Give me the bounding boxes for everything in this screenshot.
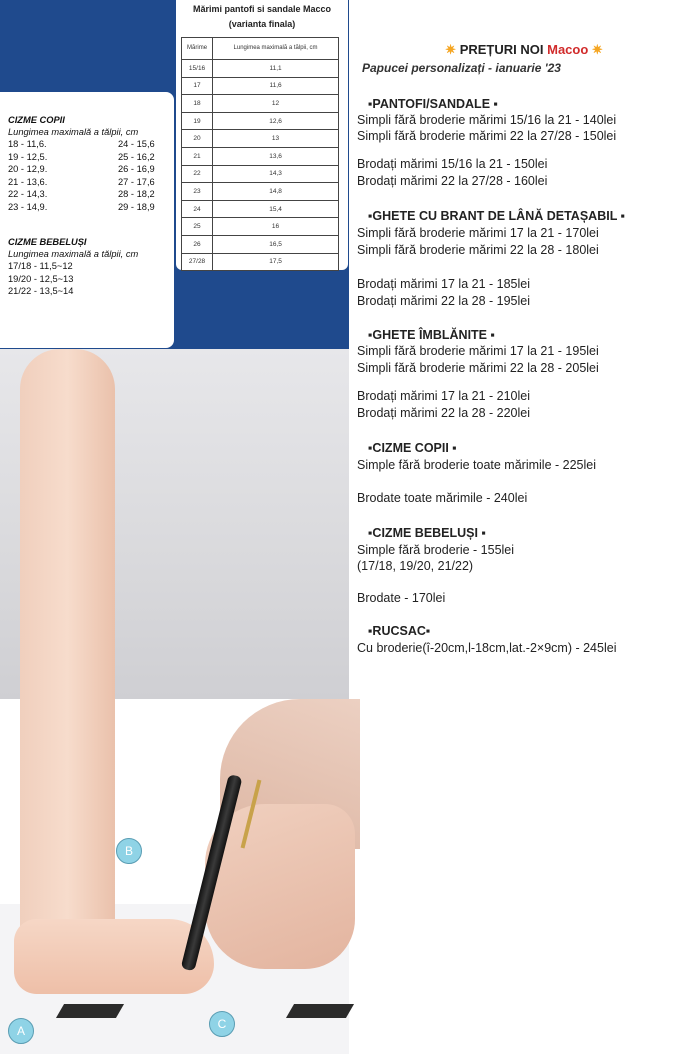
- size-cell: 17: [182, 77, 213, 95]
- kids-boots-entry: 27 - 17,6: [118, 176, 155, 187]
- size-row: [182, 147, 339, 165]
- size-row: [182, 77, 339, 95]
- card-stripe: [286, 1004, 354, 1018]
- baby-leg: [20, 349, 115, 949]
- label-c: C: [209, 1011, 235, 1037]
- size-cell: 23: [182, 183, 213, 201]
- kids-boots-entry: 21 - 13,6.: [8, 176, 48, 187]
- size-chart-title: Mărimi pantofi si sandale Macco: [192, 4, 332, 14]
- size-row: [182, 165, 339, 183]
- price-item: Brodați mărimi 17 la 21 - 210lei: [357, 389, 530, 403]
- price-item: (17/18, 19/20, 21/22): [357, 559, 474, 573]
- length-cell: 11,6: [213, 77, 339, 95]
- baby-boots-row: 17/18 - 11,5~12: [8, 261, 73, 271]
- price-title: [349, 42, 699, 58]
- price-section-heading: ▪GHETE ÎMBLĂNITE ▪: [368, 328, 495, 342]
- price-section-heading: ▪GHETE CU BRANT DE LÂNĂ DETAȘABIL ▪: [368, 209, 626, 223]
- price-item: Brodate toate mărimile - 240lei: [357, 491, 528, 505]
- label-b: B: [116, 838, 142, 864]
- label-a: A: [8, 1018, 34, 1044]
- price-item: Simpli fără broderie mărimi 22 la 28 - 205lei: [357, 361, 599, 375]
- card-stripe: [56, 1004, 124, 1018]
- price-item: Simpli fără broderie mărimi 17 la 21 - 195lei: [357, 344, 599, 358]
- kids-boots-entry: 18 - 11,6.: [8, 139, 47, 149]
- price-item: Brodați mărimi 22 la 28 - 195lei: [357, 294, 530, 308]
- price-item: Simpli fără broderie mărimi 17 la 21 - 170lei: [357, 226, 599, 240]
- size-row: [182, 60, 339, 78]
- size-cell: 19: [182, 112, 213, 130]
- size-cell: 22: [182, 165, 213, 183]
- length-cell: 14,8: [213, 183, 339, 201]
- price-item: Brodate - 170lei: [357, 591, 446, 605]
- kids-boots-row: [0, 176, 174, 189]
- size-row: [182, 112, 339, 130]
- length-cell: 11,1: [213, 60, 339, 78]
- price-item: Brodați mărimi 22 la 28 - 220lei: [357, 406, 530, 420]
- length-cell: 12,6: [213, 112, 339, 130]
- kids-boots-entry: 29 - 18,9: [118, 201, 155, 212]
- kids-boots-subtitle: Lungimea maximală a tălpii, cm: [8, 127, 139, 137]
- length-cell: 13,6: [213, 147, 339, 165]
- kids-boots-entry: 20 - 12,9.: [8, 164, 48, 174]
- shoe-size-chart: [176, 0, 348, 270]
- kids-boots-entry: 19 - 12,5.: [8, 151, 48, 162]
- size-cell: 24: [182, 200, 213, 218]
- kids-boots-row: [0, 138, 174, 151]
- kids-boots-entry: 23 - 14,9.: [8, 201, 48, 212]
- size-cell: 20: [182, 130, 213, 148]
- baby-boots-subtitle: Lungimea maximală a tălpii, cm: [8, 249, 139, 259]
- size-row: [182, 130, 339, 148]
- price-item: Simpli fără broderie mărimi 22 la 27/28 - 150lei: [357, 129, 617, 143]
- star-icon: ✷: [591, 42, 603, 57]
- size-column-header: Mărime: [182, 38, 213, 60]
- kids-boots-list: [0, 138, 174, 213]
- size-row: [182, 218, 339, 236]
- foot-measuring-photo: [0, 349, 349, 1038]
- price-item: Simpli fără broderie mărimi 22 la 28 - 180lei: [357, 243, 599, 257]
- baby-boots-row: 21/22 - 13,5~14: [8, 286, 74, 296]
- price-item: Simpli fără broderie mărimi 15/16 la 21 - 140lei: [357, 113, 617, 127]
- size-row: [182, 183, 339, 201]
- price-subtitle: Papucei personalizați - ianuarie '23: [362, 61, 561, 75]
- kids-boots-row: [0, 201, 174, 214]
- size-cell: 26: [182, 235, 213, 253]
- size-cell: 18: [182, 95, 213, 113]
- kids-boots-entry: 26 - 16,9: [118, 164, 155, 174]
- length-cell: 16,5: [213, 235, 339, 253]
- price-section-heading: ▪RUCSAC▪: [368, 624, 431, 638]
- left-panel: [0, 0, 349, 1038]
- length-column-header: Lungimea maximală a tălpii, cm: [213, 38, 339, 60]
- length-cell: 16: [213, 218, 339, 236]
- price-item: Brodați mărimi 22 la 27/28 - 160lei: [357, 174, 548, 188]
- size-row: [182, 200, 339, 218]
- price-section-heading: ▪CIZME BEBELUȘI ▪: [368, 526, 486, 540]
- kids-boots-row: [0, 188, 174, 201]
- size-table: [181, 37, 339, 271]
- kids-boots-title: CIZME COPII: [8, 115, 65, 125]
- price-section-heading: ▪CIZME COPII ▪: [368, 441, 457, 455]
- price-item: Brodați mărimi 17 la 21 - 185lei: [357, 277, 530, 291]
- kids-boots-card: [0, 92, 174, 348]
- size-row: [182, 253, 339, 271]
- price-item: Brodați mărimi 15/16 la 21 - 150lei: [357, 157, 548, 171]
- kids-boots-row: [0, 163, 174, 176]
- kids-boots-entry: 25 - 16,2: [118, 151, 155, 162]
- price-title-text: PREȚURI NOI: [459, 42, 544, 57]
- size-row: [182, 95, 339, 113]
- kids-boots-row: [0, 151, 174, 164]
- kids-boots-entry: 24 - 15,6: [118, 139, 155, 149]
- length-cell: 13: [213, 130, 339, 148]
- length-cell: 14,3: [213, 165, 339, 183]
- length-cell: 15,4: [213, 200, 339, 218]
- size-cell: 25: [182, 218, 213, 236]
- baby-boots-title: CIZME BEBELUȘI: [8, 237, 87, 247]
- price-item: Simple fără broderie toate mărimile - 225lei: [357, 458, 596, 472]
- baby-boots-row: 19/20 - 12,5~13: [8, 273, 74, 284]
- kids-boots-entry: 28 - 18,2: [118, 189, 155, 199]
- size-chart-subtitle: (varianta finala): [228, 19, 296, 29]
- price-item: Simple fără broderie - 155lei: [357, 543, 515, 557]
- price-item: Cu broderie(î-20cm,l-18cm,lat.-2×9cm) - 245lei: [357, 641, 617, 655]
- kids-boots-entry: 22 - 14,3.: [8, 189, 48, 199]
- size-row: [182, 235, 339, 253]
- length-cell: 12: [213, 95, 339, 113]
- size-cell: 15/16: [182, 60, 213, 78]
- price-section-heading: ▪PANTOFI/SANDALE ▪: [368, 97, 498, 111]
- size-cell: 21: [182, 147, 213, 165]
- brand-name: Macoo: [547, 42, 589, 57]
- length-cell: 17,5: [213, 253, 339, 271]
- star-icon: ✷: [445, 42, 457, 57]
- size-cell: 27/28: [182, 253, 213, 271]
- baby-boots-list: [0, 260, 174, 298]
